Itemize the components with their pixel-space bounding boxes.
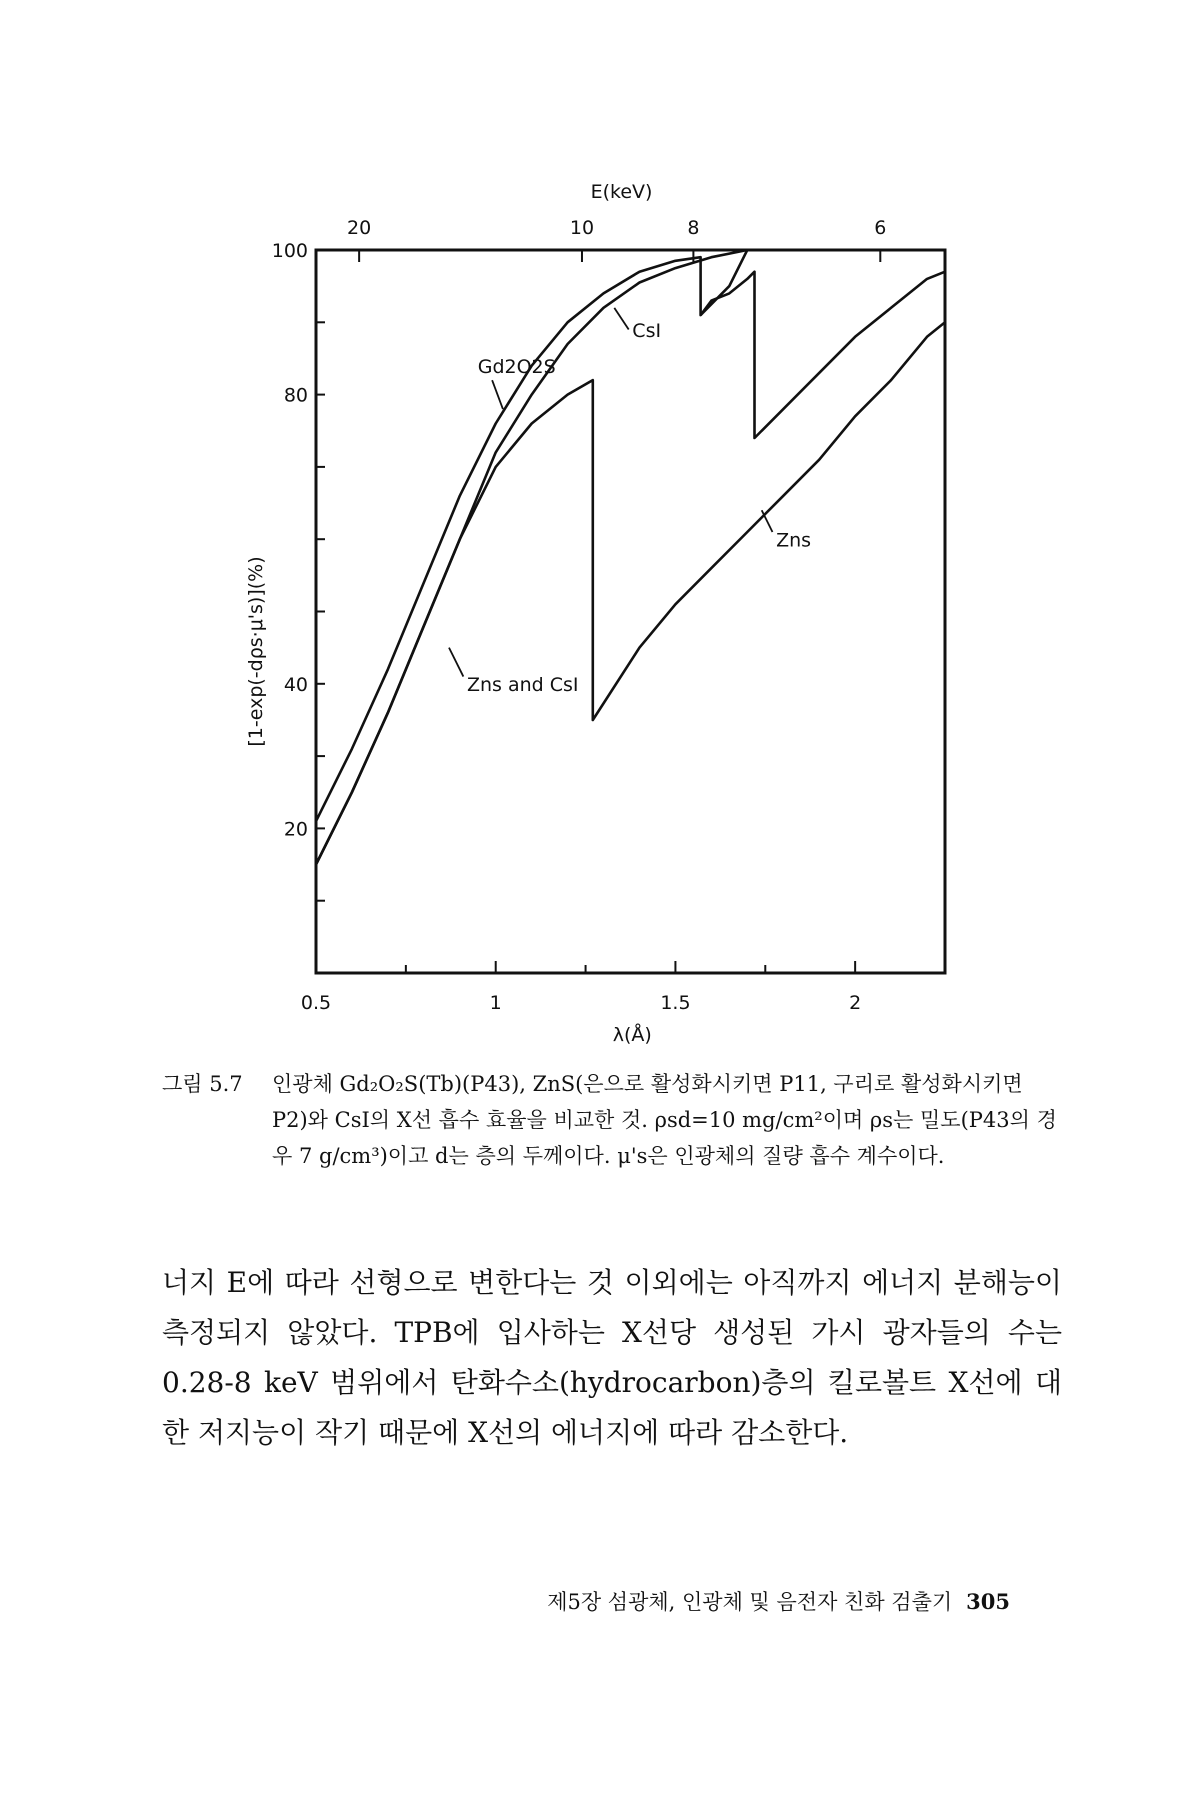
y-tick-label: 100	[271, 240, 308, 262]
x-tick-label: 1	[489, 992, 502, 1014]
y-tick-label: 80	[283, 384, 308, 407]
body-paragraph: 너지 E에 따라 선형으로 변한다는 것 이외에는 아직까지 에너지 분해능이 측정되지 않았다. TPB에 입사하는 X선당 생성된 가시 광자들의 수는 0.28-8 keV 범위에서 탄화수소(hydrocarbon)층의 킬로볼트 X선에 대한 저지능이 작기 때문에 X선의 에너지에 따라 감소한다.	[162, 1266, 1062, 1449]
annotations	[449, 308, 811, 696]
annotation-leader	[492, 380, 503, 409]
page-number: 305	[966, 1589, 1010, 1614]
series-line-2	[316, 319, 945, 864]
figure-number: 그림 5.7	[162, 1072, 243, 1096]
page-footer	[547, 1586, 1010, 1616]
annotation-label: Zns	[776, 529, 812, 552]
plot-frame	[316, 250, 945, 973]
y-tick-label: 20	[283, 818, 308, 841]
annotation-label: Zns and CsI	[466, 674, 579, 697]
x-axis-label: λ(Å)	[612, 1024, 652, 1046]
chapter-title: 제5장 섬광체, 인광체 및 음전자 친화 검출기	[547, 1590, 953, 1614]
annotation-leader	[614, 308, 628, 330]
x-tick-label: 1.5	[660, 992, 691, 1014]
y-axis-label: [1-exp(-dρs·μ's)](%)	[245, 556, 267, 747]
annotation-label: Gd2O2S	[477, 355, 556, 378]
top-axis-label: E(keV)	[590, 181, 653, 203]
top-tick-label: 20	[347, 217, 372, 239]
y-tick-label: 40	[283, 673, 308, 696]
annotation-leader	[449, 648, 463, 677]
top-tick-label: 10	[569, 217, 595, 239]
x-tick-label: 0.5	[300, 992, 332, 1014]
top-tick-label: 8	[687, 217, 700, 239]
top-tick-label: 6	[874, 217, 887, 239]
figure-caption	[162, 1066, 1062, 1174]
annotation-label: CsI	[632, 319, 662, 342]
x-tick-label: 2	[849, 992, 862, 1014]
axis-ticks	[316, 250, 945, 973]
series-line-0	[316, 250, 945, 821]
caption-text: 인광체 Gd₂O₂S(Tb)(P43), ZnS(은으로 활성화시키면 P11, 구리로 활성화시키면 P2)와 CsI의 X선 흡수 효율을 비교한 것. ρsd=10 mg/cm²이며 ρs는 밀도(P43의 경우 7 g/cm³)이고 d는 층의 두께이다. μ's은 인광체의 질량 흡수 계수이다.	[272, 1072, 1057, 1168]
tick-labels	[272, 217, 887, 1014]
series-line-3	[701, 272, 945, 438]
curves	[316, 250, 945, 865]
